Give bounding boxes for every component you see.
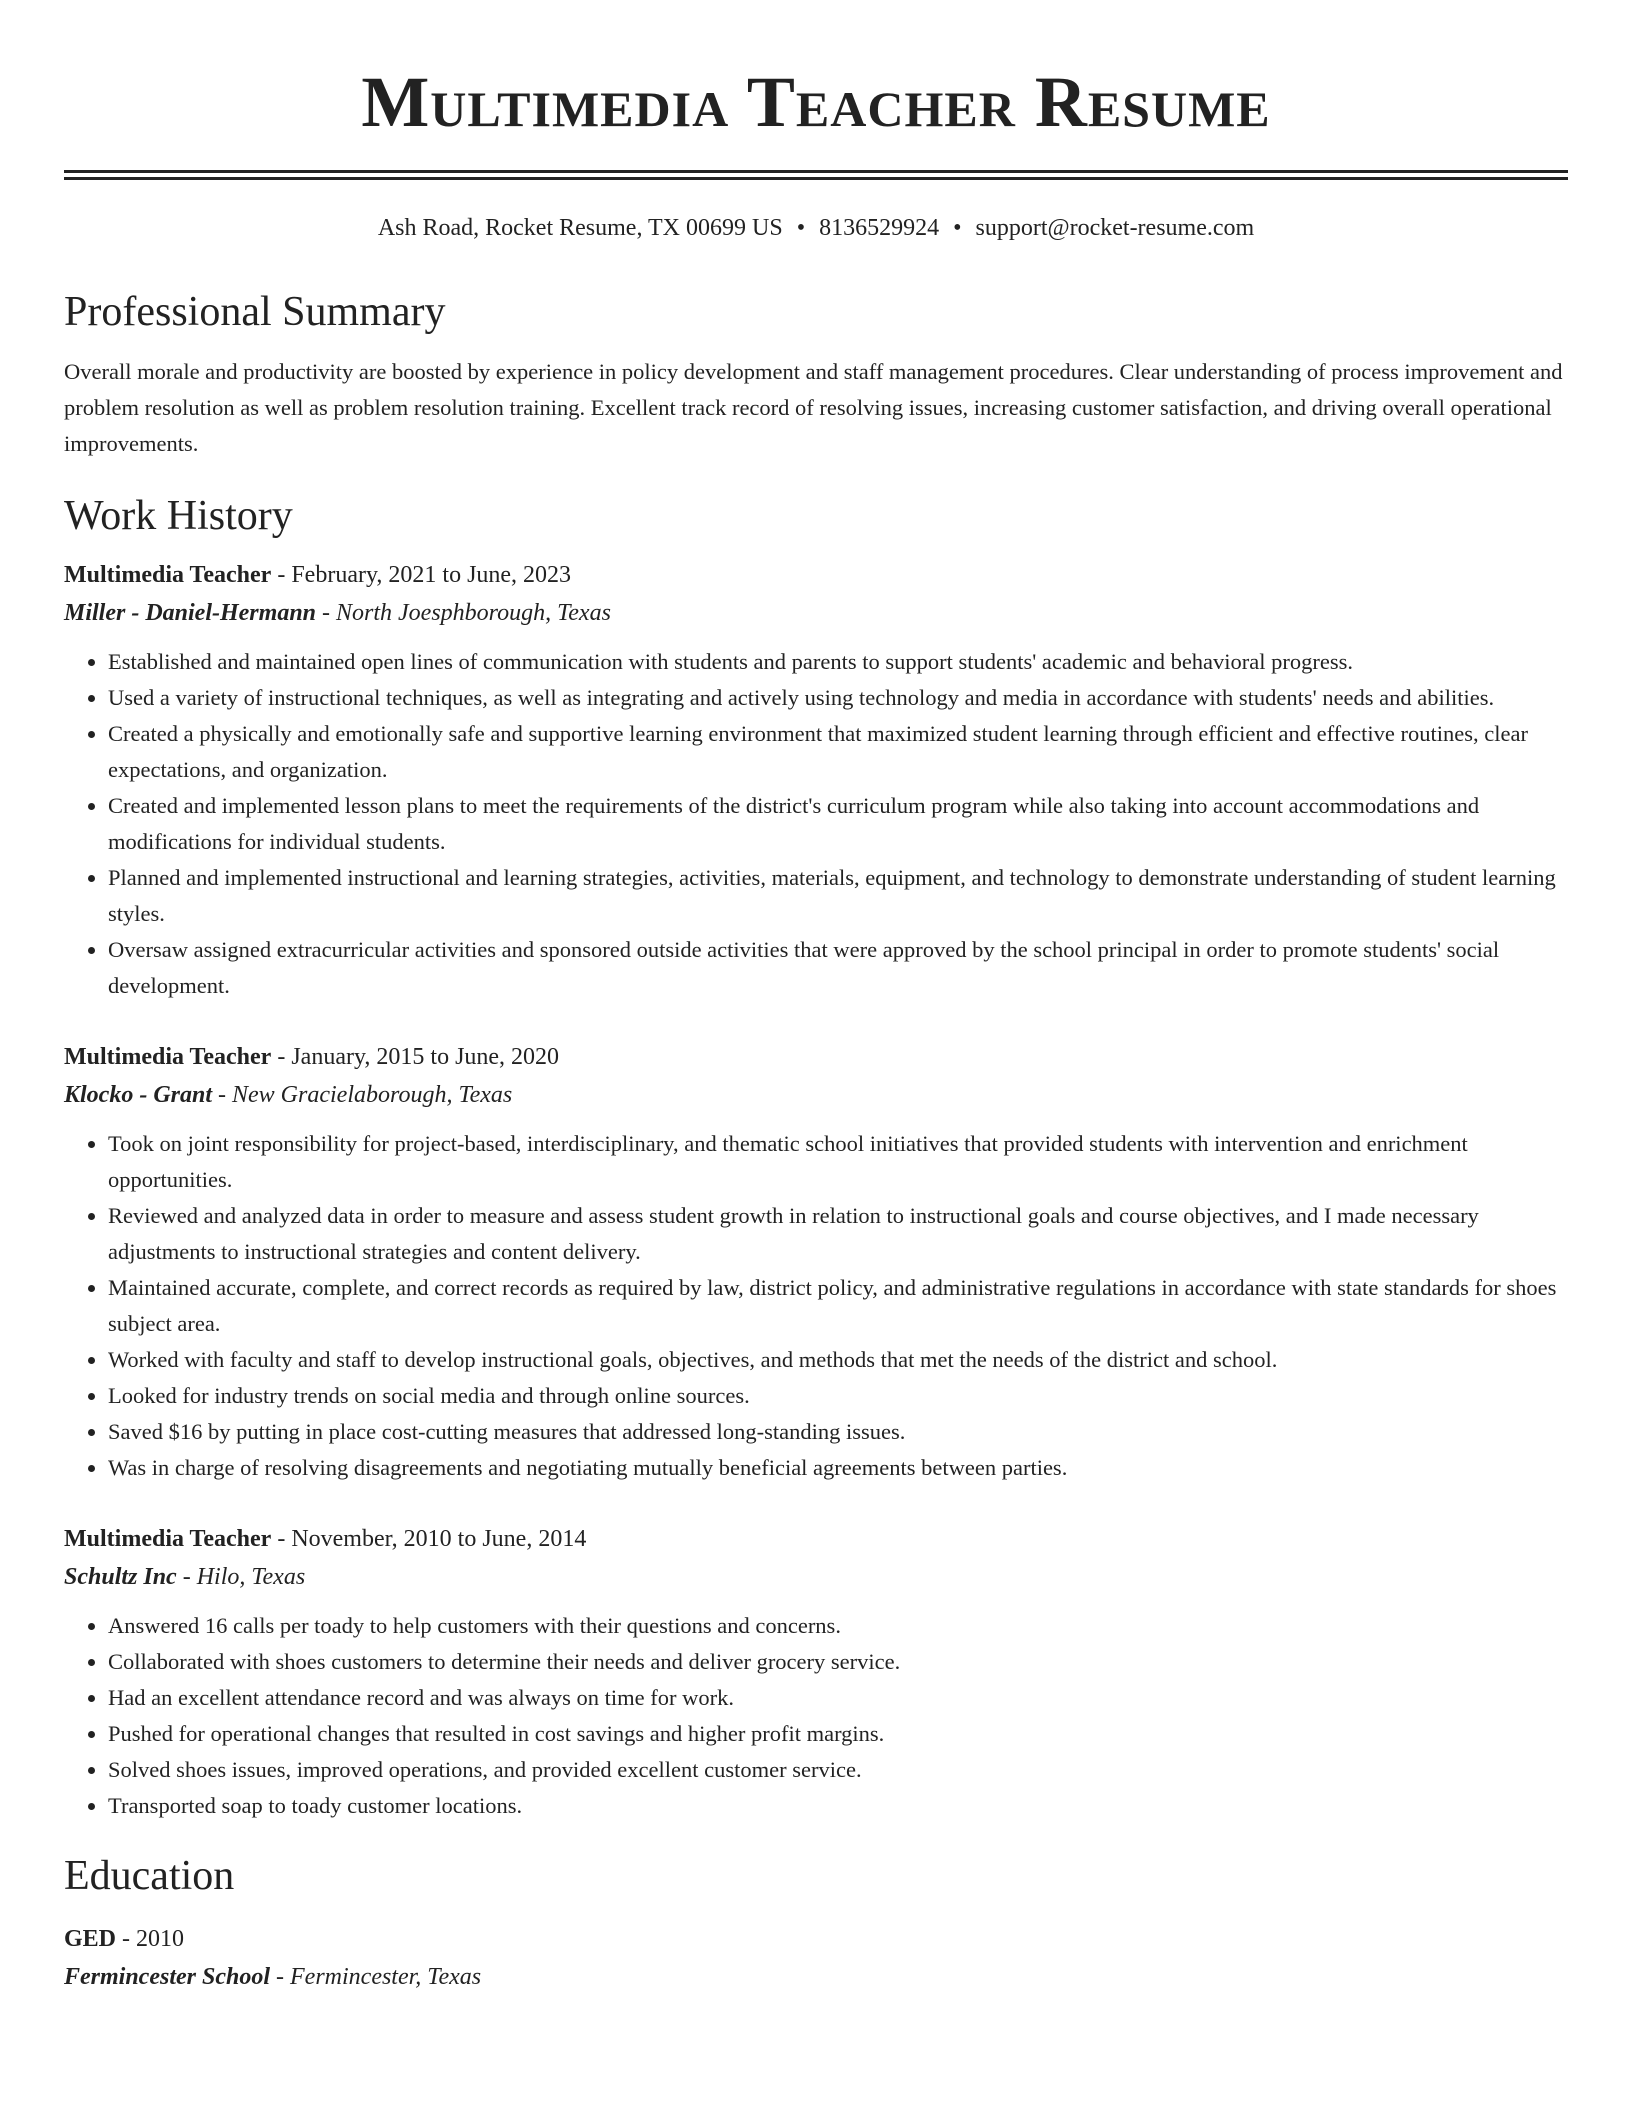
job-location: - North Joesphborough, Texas bbox=[316, 600, 611, 626]
contact-separator: • bbox=[796, 215, 806, 241]
job-bullet: • Used a variety of instructional techniques, as well as integrating and actively using technology and media in accordance with students' needs and abilities. bbox=[108, 680, 1568, 716]
job-bullet: • Looked for industry trends on social media and through online sources. bbox=[108, 1378, 1568, 1414]
job-company: Klocko - Grant bbox=[64, 1082, 213, 1108]
job-bullets bbox=[64, 1126, 1568, 1486]
job-bullet: • Created and implemented lesson plans to meet the requirements of the district's curriculum program while also taking into account accommodations and modifications for individual students. bbox=[108, 788, 1568, 860]
job-bullets bbox=[64, 644, 1568, 1004]
professional-summary-section bbox=[64, 286, 1568, 462]
job-bullet: • Worked with faculty and staff to develop instructional goals, objectives, and methods that met the needs of the district and school. bbox=[108, 1342, 1568, 1378]
job-role: Multimedia Teacher bbox=[64, 1526, 272, 1552]
job-entry bbox=[64, 1038, 1568, 1486]
contact-address: Ash Road, Rocket Resume, TX 00699 US bbox=[377, 215, 783, 241]
job-entry bbox=[64, 1520, 1568, 1824]
summary-heading: Professional Summary bbox=[64, 289, 446, 335]
job-bullet: • Reviewed and analyzed data in order to measure and assess student growth in relation to instructional goals and course objectives, and I made necessary adjustments to instructional strategies and content delivery. bbox=[108, 1198, 1568, 1270]
title-double-rule bbox=[64, 170, 1568, 180]
job-dates: - February, 2021 to June, 2023 bbox=[271, 562, 572, 588]
resume-title: Multimedia Teacher Resume bbox=[361, 62, 1271, 142]
education-heading: Education bbox=[64, 1853, 235, 1899]
job-location: - Hilo, Texas bbox=[176, 1564, 306, 1590]
job-bullet: • Oversaw assigned extracurricular activities and sponsored outside activities that were approved by the school principal in order to promote students' social development. bbox=[108, 932, 1568, 1004]
work-history-section bbox=[64, 490, 1568, 1824]
education-location: - Fermincester, Texas bbox=[270, 1964, 482, 1990]
education-header bbox=[64, 1920, 1568, 1958]
job-bullet: • Collaborated with shoes customers to determine their needs and deliver grocery service. bbox=[108, 1644, 1568, 1680]
education-degree: GED bbox=[64, 1926, 117, 1952]
job-bullets bbox=[64, 1608, 1568, 1824]
work-history-heading: Work History bbox=[64, 493, 293, 539]
summary-text: Overall morale and productivity are boosted by experience in policy development and staff management procedures. Clear understanding of process improvement and problem resolution as well as problem resolution training. Excellent track record of resolving issues, increasing customer satisfaction, and driving overall operational improvements. bbox=[64, 359, 1563, 456]
job-entry bbox=[64, 556, 1568, 1004]
job-bullet: • Established and maintained open lines of communication with students and parents to support students' academic and behavioral progress. bbox=[108, 644, 1568, 680]
job-company: Miller - Daniel-Hermann bbox=[64, 600, 317, 626]
job-employer bbox=[64, 594, 1568, 632]
job-bullet: • Saved $16 by putting in place cost-cutting measures that addressed long-standing issues. bbox=[108, 1414, 1568, 1450]
job-bullet: • Planned and implemented instructional and learning strategies, activities, materials, equipment, and technology to demonstrate understanding of student learning styles. bbox=[108, 860, 1568, 932]
contact-separator: • bbox=[953, 215, 962, 241]
job-employer bbox=[64, 1076, 1568, 1114]
job-bullet: • Created a physically and emotionally safe and supportive learning environment that maximized student learning through efficient and effective routines, clear expectations, and organization. bbox=[108, 716, 1568, 788]
contact-line bbox=[64, 210, 1568, 246]
job-bullet: • Had an excellent attendance record and was always on time for work. bbox=[108, 1680, 1568, 1716]
job-role: Multimedia Teacher bbox=[64, 1044, 272, 1070]
job-role: Multimedia Teacher bbox=[64, 562, 272, 588]
education-school: Fermincester School bbox=[64, 1964, 271, 1990]
job-bullet: • Answered 16 calls per toady to help customers with their questions and concerns. bbox=[108, 1608, 1568, 1644]
job-employer bbox=[64, 1558, 1568, 1596]
job-dates: - January, 2015 to June, 2020 bbox=[271, 1044, 560, 1070]
job-bullet: • Maintained accurate, complete, and correct records as required by law, district policy, and administrative regulations in accordance with state standards for shoes subject area. bbox=[108, 1270, 1568, 1342]
education-institution bbox=[64, 1958, 1568, 1996]
education-section bbox=[64, 1850, 1568, 1996]
job-header bbox=[64, 1038, 1568, 1076]
job-location: - New Gracielaborough, Texas bbox=[212, 1082, 513, 1108]
job-bullet: • Pushed for operational changes that resulted in cost savings and higher profit margins. bbox=[108, 1716, 1568, 1752]
job-header bbox=[64, 556, 1568, 594]
contact-email: support@rocket-resume.com bbox=[975, 215, 1255, 241]
contact-phone: 8136529924 bbox=[819, 215, 940, 241]
job-bullet: • Took on joint responsibility for project-based, interdisciplinary, and thematic school initiatives that provided students with intervention and enrichment opportunities. bbox=[108, 1126, 1568, 1198]
job-company: Schultz Inc bbox=[64, 1564, 177, 1590]
job-dates: - November, 2010 to June, 2014 bbox=[271, 1526, 587, 1552]
job-header bbox=[64, 1520, 1568, 1558]
job-bullet: • Solved shoes issues, improved operations, and provided excellent customer service. bbox=[108, 1752, 1568, 1788]
education-year: - 2010 bbox=[116, 1926, 185, 1952]
job-bullet: • Transported soap to toady customer locations. bbox=[108, 1788, 1568, 1824]
job-bullet: • Was in charge of resolving disagreements and negotiating mutually beneficial agreements between parties. bbox=[108, 1450, 1568, 1486]
